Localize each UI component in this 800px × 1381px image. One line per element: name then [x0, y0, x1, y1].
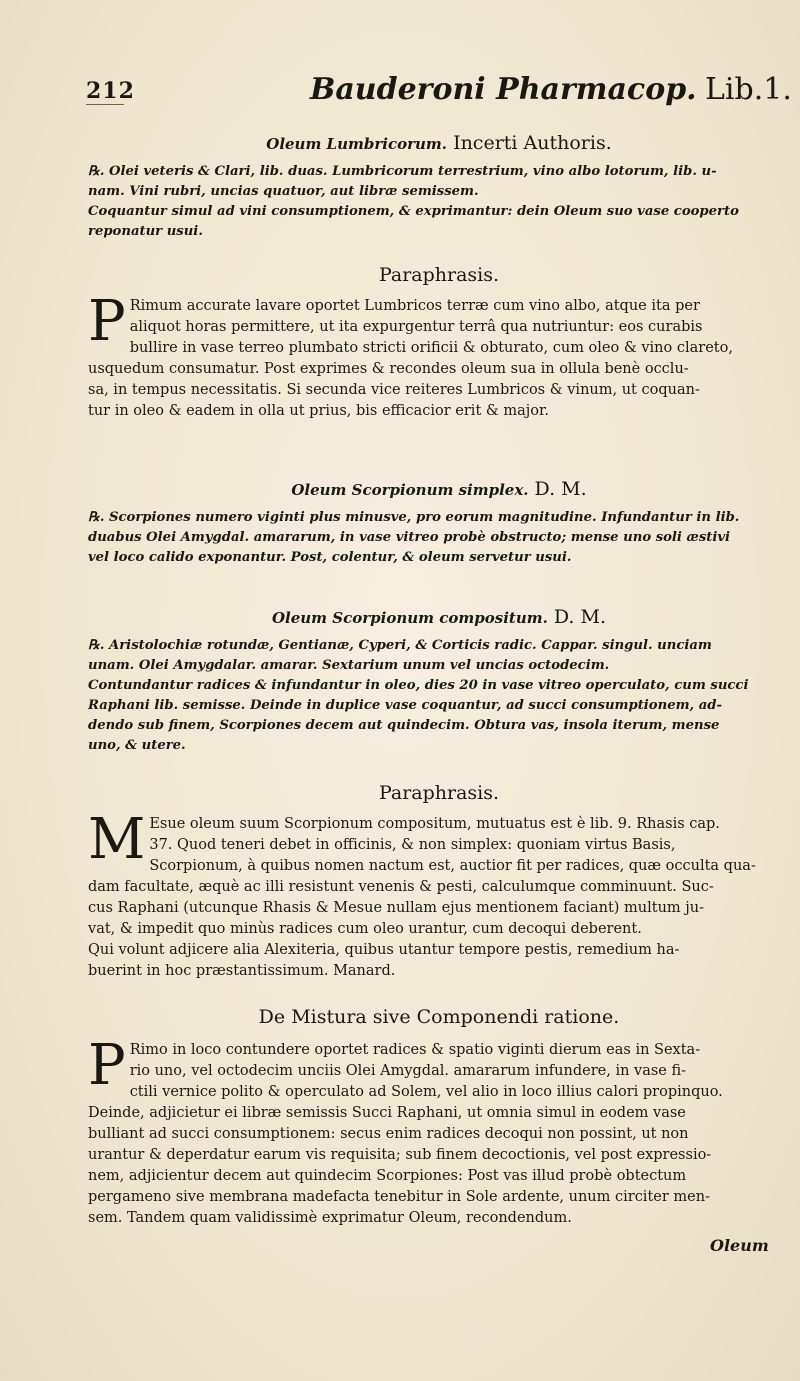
drop-cap: P — [88, 1033, 126, 1098]
recipe-line: duabus Olei Amygdal. amararum, in vase vitreo probè obstructo; mense uno soli æstivi — [88, 530, 731, 545]
text-line: rio uno, vel octodecim unciis Olei Amygdal. amararum infundere, in vase fi- — [129, 1063, 687, 1079]
running-head: Bauderoni Pharmacop. — [310, 72, 697, 107]
paraphrasis-heading: Paraphrasis. — [378, 782, 500, 804]
drop-cap: M — [88, 807, 146, 872]
recipe-line: Contundantur radices & infundantur in oleo, dies 20 in vase vitreo operculato, cum succi — [88, 678, 749, 693]
section-oleum-scorpionum-compositum — [88, 606, 790, 982]
recipe-line: reponatur usui. — [88, 224, 203, 239]
text-line: Esue oleum suum Scorpionum compositum, mutuatus est è lib. 9. Rhasis cap. — [149, 816, 720, 832]
recipe-line: unam. Olei Amygdalar. amarar. Sextarium unum vel uncias octodecim. — [88, 658, 610, 673]
paraphrasis-text — [88, 807, 790, 982]
text-line: Deinde, adjicietur ei libræ semissis Succi Raphani, ut omnia simul in eodem vase — [88, 1105, 686, 1121]
book-number: Lib.1. — [705, 72, 792, 107]
author: D. M. — [553, 606, 607, 628]
text-line: bulliant ad succi consumptionem: secus enim radices decoqui non possint, ut non — [88, 1126, 689, 1142]
text-line: vat, & impedit quo minùs radices cum oleo urantur, cum decoqui deberent. — [88, 921, 642, 937]
title: Oleum Scorpionum compositum. — [271, 609, 548, 627]
mistura-text — [88, 1033, 790, 1229]
text-line: usquedum consumatur. Post exprimes & recondes oleum sua in ollula benè occlu- — [88, 361, 689, 377]
page-number: 212 — [86, 78, 135, 104]
section-title — [88, 606, 790, 628]
text-line: pergameno sive membrana madefacta tenebitur in Sole ardente, unum circiter men- — [88, 1189, 710, 1205]
recipe-line: Coquantur simul ad vini consumptionem, & exprimantur: dein Oleum suo vase cooperto — [88, 204, 739, 219]
text-line: Qui volunt adjicere alia Alexiteria, quibus utantur tempore pestis, remedium ha- — [88, 942, 680, 958]
author: Incerti Authoris. — [453, 132, 612, 154]
text-line: cus Raphani (utcunque Rhasis & Mesue nullam ejus mentionem faciant) multum ju- — [88, 900, 705, 916]
text-line: buerint in hoc præstantissimum. Manard. — [88, 963, 396, 979]
text-line: bullire in vase terreo plumbato stricti orificii & obturato, cum oleo & vino clareto, — [129, 340, 733, 356]
text-line: nem, adjicientur decem aut quindecim Scorpiones: Post vas illud probè obtectum — [88, 1168, 687, 1184]
title: Oleum Scorpionum simplex. — [291, 481, 529, 499]
recipe — [88, 508, 790, 568]
text-line: sem. Tandem quam validissimè exprimatur Oleum, recondendum. — [88, 1210, 572, 1226]
recipe-line: Raphani lib. semisse. Deinde in duplice vase coquantur, ad succi consumptionem, ad- — [88, 698, 722, 713]
page-header — [0, 70, 800, 120]
text-line: ctili vernice polito & operculato ad Solem, vel alio in loco illius calori propinquo. — [129, 1084, 723, 1100]
catchword: Oleum — [710, 1236, 769, 1255]
section-oleum-lumbricorum — [88, 132, 790, 422]
text-line: aliquot horas permittere, ut ita expurgentur terrâ qua nutriuntur: eos curabis — [129, 319, 703, 335]
text-line: tur in oleo & eadem in olla ut prius, bis efficacior erit & major. — [88, 403, 549, 419]
text-line: 37. Quod teneri debet in officinis, & non simplex: quoniam virtus Basis, — [149, 837, 676, 853]
page-number-rule — [86, 104, 124, 105]
recipe-line: uno, & utere. — [88, 738, 186, 753]
recipe-line: vel loco calido exponantur. Post, colentur, & oleum servetur usui. — [88, 550, 572, 565]
recipe — [88, 636, 790, 756]
text-line: dam facultate, æquè ac illi resistunt venenis & pesti, calculumque comminuunt. Suc- — [88, 879, 714, 895]
section-title — [88, 478, 790, 500]
title: Oleum Lumbricorum. — [266, 135, 448, 153]
section-de-mistura — [88, 1006, 790, 1229]
section-oleum-scorpionum-simplex — [88, 478, 790, 568]
paraphrasis-text — [88, 289, 790, 422]
section-title: De Mistura sive Componendi ratione. — [258, 1006, 620, 1028]
recipe-line: ℞. Scorpiones numero viginti plus minusve, pro eorum magnitudine. Infundantur in lib. — [88, 510, 740, 525]
recipe-line: ℞. Aristolochiæ rotundæ, Gentianæ, Cyperi, & Corticis radic. Cappar. singul. unciam — [88, 638, 712, 653]
text-line: Rimo in loco contundere oportet radices & spatio viginti dierum eas in Sexta- — [129, 1042, 701, 1058]
recipe — [88, 162, 790, 242]
text-line: urantur & deperdatur earum vis requisita; sub finem decoctionis, vel post expressio- — [88, 1147, 712, 1163]
paraphrasis-heading: Paraphrasis. — [378, 264, 500, 286]
section-title — [88, 132, 790, 154]
recipe-line: ℞. Olei veteris & Clari, lib. duas. Lumbricorum terrestrium, vino albo lotorum, lib. u- — [88, 164, 717, 179]
text-line: sa, in tempus necessitatis. Si secunda vice reiteres Lumbricos & vinum, ut coquan- — [88, 382, 700, 398]
recipe-line: dendo sub finem, Scorpiones decem aut quindecim. Obtura vas, insola iterum, mense — [88, 718, 720, 733]
drop-cap: P — [88, 289, 126, 354]
recipe-line: nam. Vini rubri, uncias quatuor, aut libræ semissem. — [88, 184, 479, 199]
text-line: Rimum accurate lavare oportet Lumbricos terræ cum vino albo, atque ita per — [129, 298, 700, 314]
author: D. M. — [534, 478, 587, 500]
text-line: Scorpionum, à quibus nomen nactum est, auctior fit per radices, quæ occulta qua- — [149, 858, 756, 874]
